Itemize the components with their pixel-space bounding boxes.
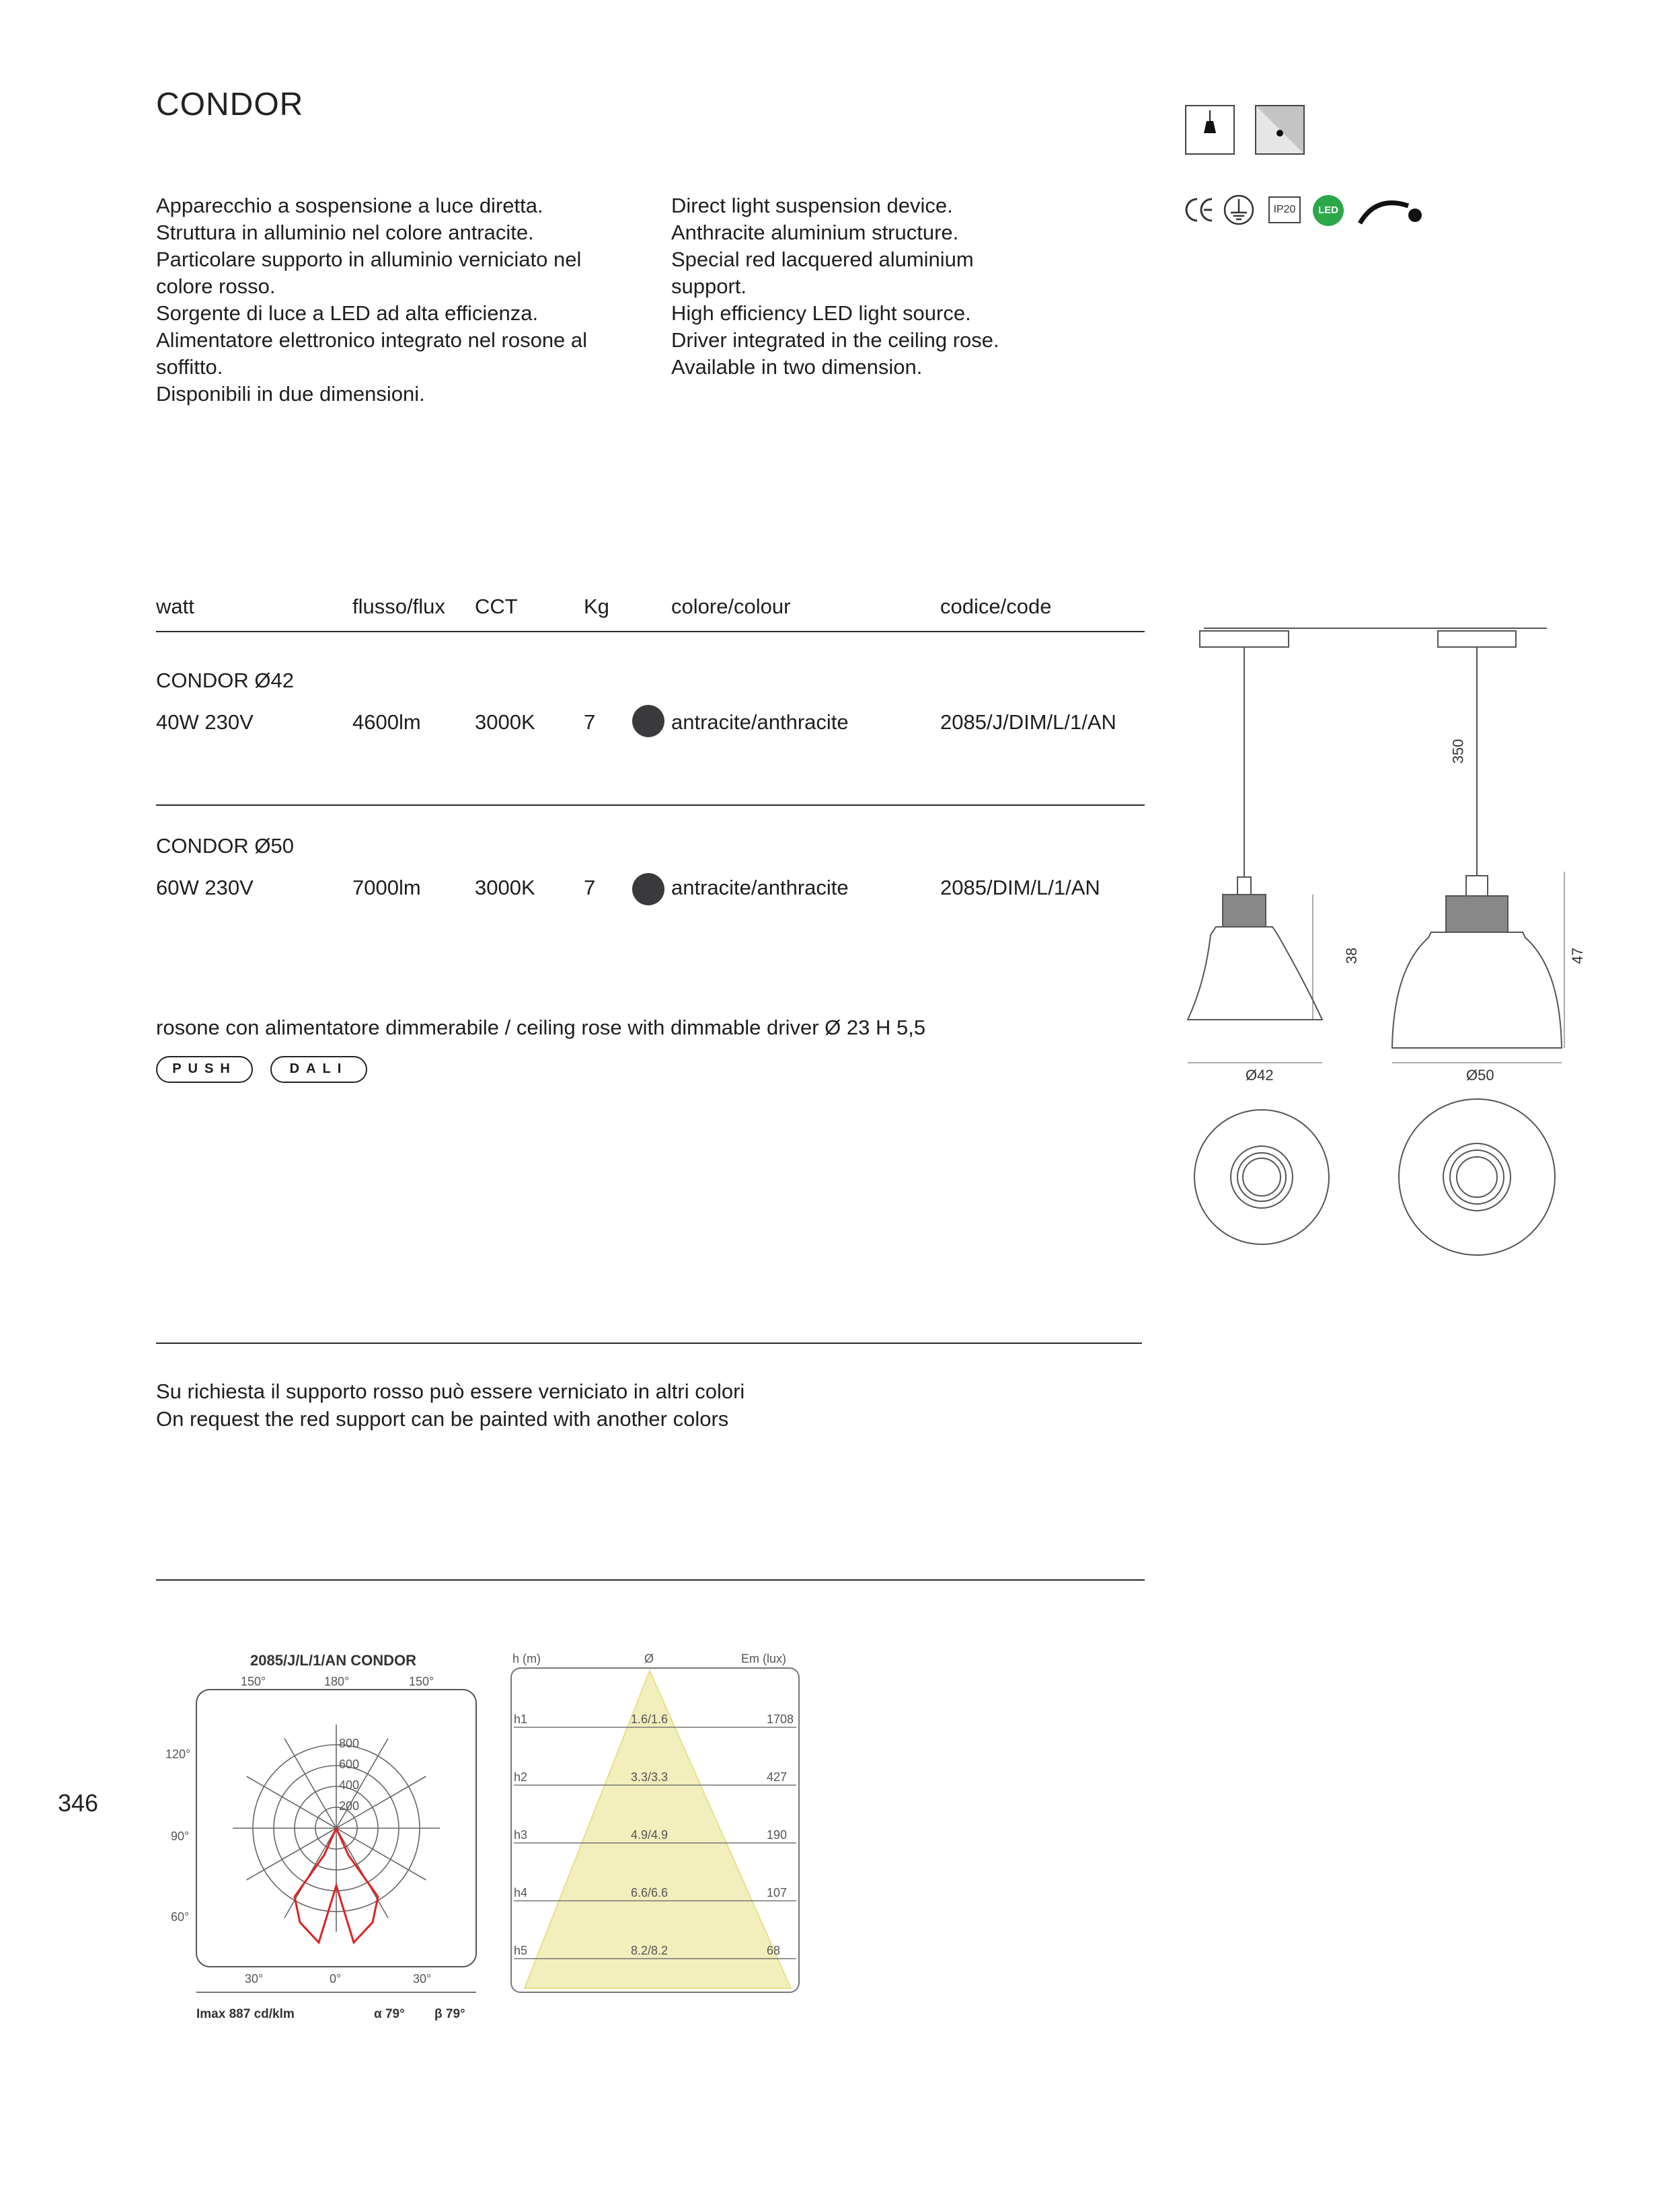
cone-chart bbox=[506, 1648, 829, 1998]
ceiling-pendant-icon bbox=[1185, 105, 1235, 155]
cone-row-h: h5 bbox=[514, 1944, 528, 1957]
dim-height-large: 47 bbox=[1569, 947, 1587, 965]
angle-label: 150° bbox=[409, 1675, 434, 1688]
colour-swatch bbox=[632, 705, 664, 737]
product-group-name: CONDOR Ø42 bbox=[156, 669, 294, 692]
desc-en-line: Driver integrated in the ceiling rose. bbox=[671, 328, 999, 352]
cell-kg: 7 bbox=[584, 710, 596, 734]
table-header-rule bbox=[156, 631, 1145, 632]
angle-label: 30° bbox=[413, 1972, 432, 1986]
cell-cct: 3000K bbox=[475, 710, 535, 734]
polar-alpha: α 79° bbox=[374, 2007, 405, 2021]
desc-it-line: Apparecchio a sospensione a luce diretta. bbox=[156, 194, 543, 217]
dim-diameter-small: Ø42 bbox=[1246, 1067, 1274, 1084]
desc-en-line: Available in two dimension. bbox=[671, 355, 923, 379]
dim-cable-length: 350 bbox=[1449, 739, 1467, 764]
cell-code: 2085/DIM/L/1/AN bbox=[940, 876, 1100, 899]
colour-swatch bbox=[632, 873, 664, 905]
radial-tick-label: 600 bbox=[339, 1758, 360, 1771]
cone-row-lux: 107 bbox=[767, 1886, 788, 1899]
page-number: 346 bbox=[58, 1789, 99, 1817]
radial-tick-label: 800 bbox=[339, 1737, 360, 1750]
cone-row-h: h4 bbox=[514, 1886, 528, 1899]
dimmable-icon bbox=[1356, 191, 1423, 232]
desc-en-line: Special red lacquered aluminium bbox=[671, 248, 974, 271]
ce-mark-icon bbox=[1184, 195, 1215, 228]
polar-chart bbox=[159, 1641, 495, 2045]
cone-col-d: Ø bbox=[644, 1652, 654, 1665]
request-note-it: Su richiesta il supporto rosso può essere verniciato in altri colori bbox=[156, 1380, 745, 1403]
angle-label: 150° bbox=[241, 1675, 266, 1688]
desc-en-line: High efficiency LED light source. bbox=[671, 301, 971, 325]
polar-beta: β 79° bbox=[434, 2007, 465, 2021]
ceiling-plan-icon bbox=[1255, 105, 1305, 155]
dim-height-small: 38 bbox=[1343, 947, 1361, 965]
desc-en-line: Anthracite aluminium structure. bbox=[671, 221, 959, 244]
desc-it-line: Sorgente di luce a LED ad alta efficienza. bbox=[156, 301, 539, 325]
cone-row-lux: 190 bbox=[767, 1828, 788, 1842]
desc-it-line: soffitto. bbox=[156, 355, 223, 379]
cell-flux: 7000lm bbox=[352, 876, 421, 899]
col-header-code: codice/code bbox=[940, 595, 1052, 618]
request-note-en: On request the red support can be painted with another colors bbox=[156, 1407, 729, 1431]
product-group-name: CONDOR Ø50 bbox=[156, 834, 294, 858]
cell-kg: 7 bbox=[584, 876, 596, 899]
cone-row-h: h2 bbox=[514, 1770, 528, 1784]
col-header-kg: Kg bbox=[584, 595, 609, 618]
desc-it-line: Alimentatore elettronico integrato nel rosone al bbox=[156, 328, 588, 352]
section-rule bbox=[156, 1343, 1142, 1344]
led-badge: LED bbox=[1313, 195, 1344, 226]
section-rule bbox=[156, 1579, 1145, 1581]
angle-label: 30° bbox=[245, 1972, 264, 1986]
push-badge: PUSH bbox=[156, 1056, 253, 1083]
cell-watt: 60W 230V bbox=[156, 876, 254, 899]
polar-chart-title: 2085/J/L/1/AN CONDOR bbox=[250, 1652, 416, 1669]
ip20-badge: IP20 bbox=[1268, 196, 1301, 223]
dali-badge: DALI bbox=[270, 1056, 367, 1083]
dim-diameter-large: Ø50 bbox=[1466, 1067, 1494, 1084]
cell-watt: 40W 230V bbox=[156, 710, 254, 734]
cell-code: 2085/J/DIM/L/1/AN bbox=[940, 710, 1116, 734]
cone-row-diameter: 8.2/8.2 bbox=[631, 1944, 669, 1957]
cone-row-lux: 68 bbox=[767, 1944, 781, 1957]
desc-en-line: Direct light suspension device. bbox=[671, 194, 953, 217]
angle-label: 90° bbox=[171, 1829, 190, 1843]
angle-label: 0° bbox=[330, 1972, 342, 1986]
radial-tick-label: 400 bbox=[339, 1778, 360, 1792]
cell-colour: antracite/anthracite bbox=[671, 876, 849, 899]
cell-cct: 3000K bbox=[475, 876, 535, 899]
angle-label: 120° bbox=[165, 1747, 191, 1761]
table-group-rule bbox=[156, 804, 1145, 806]
col-header-flux: flusso/flux bbox=[352, 595, 445, 618]
cone-row-diameter: 6.6/6.6 bbox=[631, 1886, 669, 1899]
cone-row-diameter: 4.9/4.9 bbox=[631, 1828, 669, 1842]
technical-drawing bbox=[1170, 619, 1601, 1291]
angle-label: 60° bbox=[171, 1910, 190, 1924]
driver-note: rosone con alimentatore dimmerabile / ceiling rose with dimmable driver Ø 23 H 5,5 bbox=[156, 1016, 926, 1039]
col-header-watt: watt bbox=[156, 595, 194, 618]
desc-it-line: Struttura in alluminio nel colore antracite. bbox=[156, 221, 534, 244]
desc-it-line: Particolare supporto in alluminio verniciato nel bbox=[156, 248, 582, 271]
cone-col-em: Em (lux) bbox=[741, 1652, 786, 1665]
angle-label: 180° bbox=[324, 1675, 350, 1688]
radial-tick-label: 200 bbox=[339, 1799, 360, 1813]
earth-class-icon bbox=[1223, 194, 1255, 229]
cone-row-diameter: 1.6/1.6 bbox=[631, 1712, 669, 1726]
desc-it-line: colore rosso. bbox=[156, 274, 276, 298]
cell-colour: antracite/anthracite bbox=[671, 710, 849, 734]
cone-col-h: h (m) bbox=[512, 1652, 541, 1665]
description-en bbox=[671, 192, 999, 381]
cone-row-h: h3 bbox=[514, 1828, 528, 1842]
description-it bbox=[156, 192, 587, 408]
cone-row-lux: 427 bbox=[767, 1770, 788, 1784]
polar-imax: Imax 887 cd/klm bbox=[196, 2007, 295, 2021]
cone-row-diameter: 3.3/3.3 bbox=[631, 1770, 669, 1784]
col-header-colour: colore/colour bbox=[671, 595, 791, 618]
desc-en-line: support. bbox=[671, 274, 747, 298]
cone-row-h: h1 bbox=[514, 1712, 528, 1726]
desc-it-line: Disponibili in due dimensioni. bbox=[156, 382, 425, 406]
page-title: CONDOR bbox=[156, 87, 304, 122]
cell-flux: 4600lm bbox=[352, 710, 421, 734]
col-header-cct: CCT bbox=[475, 595, 518, 618]
cone-row-lux: 1708 bbox=[767, 1712, 794, 1726]
